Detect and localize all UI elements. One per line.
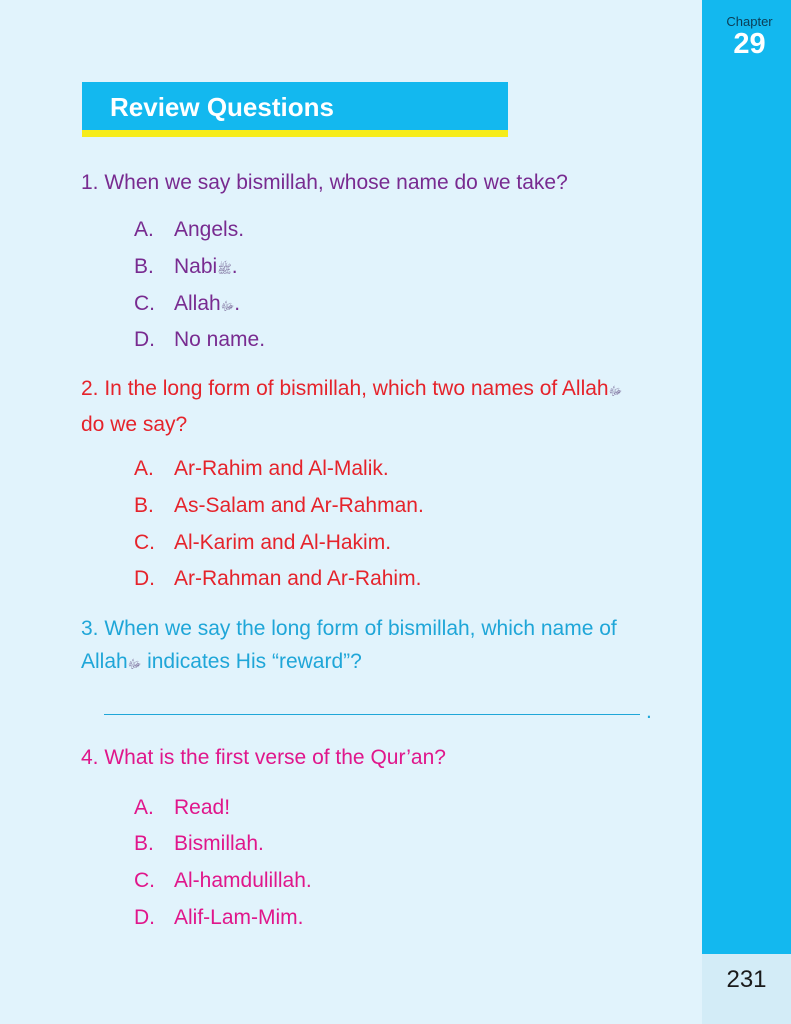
question-2-option-a — [134, 455, 389, 483]
option-text: Al-Karim and Al-Hakim. — [174, 531, 392, 554]
option-text: Ar-Rahman and Ar-Rahim. — [174, 567, 422, 590]
option-text: Read! — [174, 796, 231, 819]
option-text: Bismillah. — [174, 832, 264, 855]
question-3-line-2b: indicates His “reward”? — [141, 650, 362, 673]
question-4: 4. What is the first verse of the Qur’an? — [81, 746, 446, 769]
question-4-option-b — [134, 830, 264, 858]
section-title: Review Questions — [110, 92, 334, 122]
question-2-option-c — [134, 529, 391, 557]
question-2-option-d — [134, 565, 421, 593]
section-banner — [82, 82, 508, 130]
question-1-option-d — [134, 326, 265, 354]
page-number: 231 — [726, 966, 767, 993]
question-4-option-c — [134, 867, 312, 895]
chapter-sidebar — [702, 0, 791, 954]
question-1-option-b — [134, 253, 238, 283]
option-letter: D. — [134, 906, 155, 929]
option-letter: C. — [134, 869, 155, 892]
option-tail: . — [231, 255, 238, 278]
option-text: Nabi — [174, 255, 218, 278]
question-1: 1. When we say bismillah, whose name do we take? — [81, 171, 568, 194]
option-letter: C. — [134, 531, 155, 554]
question-2-line-1: 2. In the long form of bismillah, which two names of Allah — [81, 377, 609, 400]
glorification-symbol: ﷻ — [220, 299, 235, 313]
option-letter: B. — [134, 832, 154, 855]
option-text: Alif-Lam-Mim. — [174, 906, 304, 929]
option-text: Angels. — [174, 218, 245, 241]
option-letter: A. — [134, 218, 154, 241]
answer-blank-period: . — [646, 700, 652, 723]
glorification-symbol: ﷻ — [608, 384, 623, 398]
chapter-number: 29 — [733, 28, 766, 60]
question-4-option-d — [134, 904, 304, 932]
question-3-line-1: 3. When we say the long form of bismillah, which name of — [81, 617, 617, 640]
option-letter: A. — [134, 796, 154, 819]
option-text: As-Salam and Ar-Rahman. — [174, 494, 424, 517]
option-tail: . — [234, 292, 241, 315]
glorification-symbol: ﷻ — [127, 657, 142, 671]
question-1-option-a — [134, 216, 244, 244]
page-number-box — [702, 954, 791, 1024]
option-text: Al-hamdulillah. — [174, 869, 312, 892]
question-3 — [81, 612, 691, 681]
question-2-line-2: do we say? — [81, 413, 188, 436]
option-letter: D. — [134, 567, 155, 590]
banner-underline — [82, 130, 508, 137]
chapter-label: Chapter — [726, 14, 773, 29]
option-letter: B. — [134, 494, 154, 517]
option-letter: B. — [134, 255, 154, 278]
option-text: Ar-Rahim and Al-Malik. — [174, 457, 389, 480]
option-letter: D. — [134, 328, 155, 351]
question-3-line-2a: Allah — [81, 650, 128, 673]
option-letter: A. — [134, 457, 154, 480]
question-4-option-a — [134, 794, 230, 822]
question-2-option-b — [134, 492, 424, 520]
option-text: No name. — [174, 328, 266, 351]
salutation-symbol: ﷺ — [217, 262, 232, 276]
option-letter: C. — [134, 292, 155, 315]
option-text: Allah — [174, 292, 221, 315]
question-2 — [81, 372, 691, 441]
question-1-option-c — [134, 290, 240, 320]
answer-blank-line[interactable] — [104, 714, 640, 715]
